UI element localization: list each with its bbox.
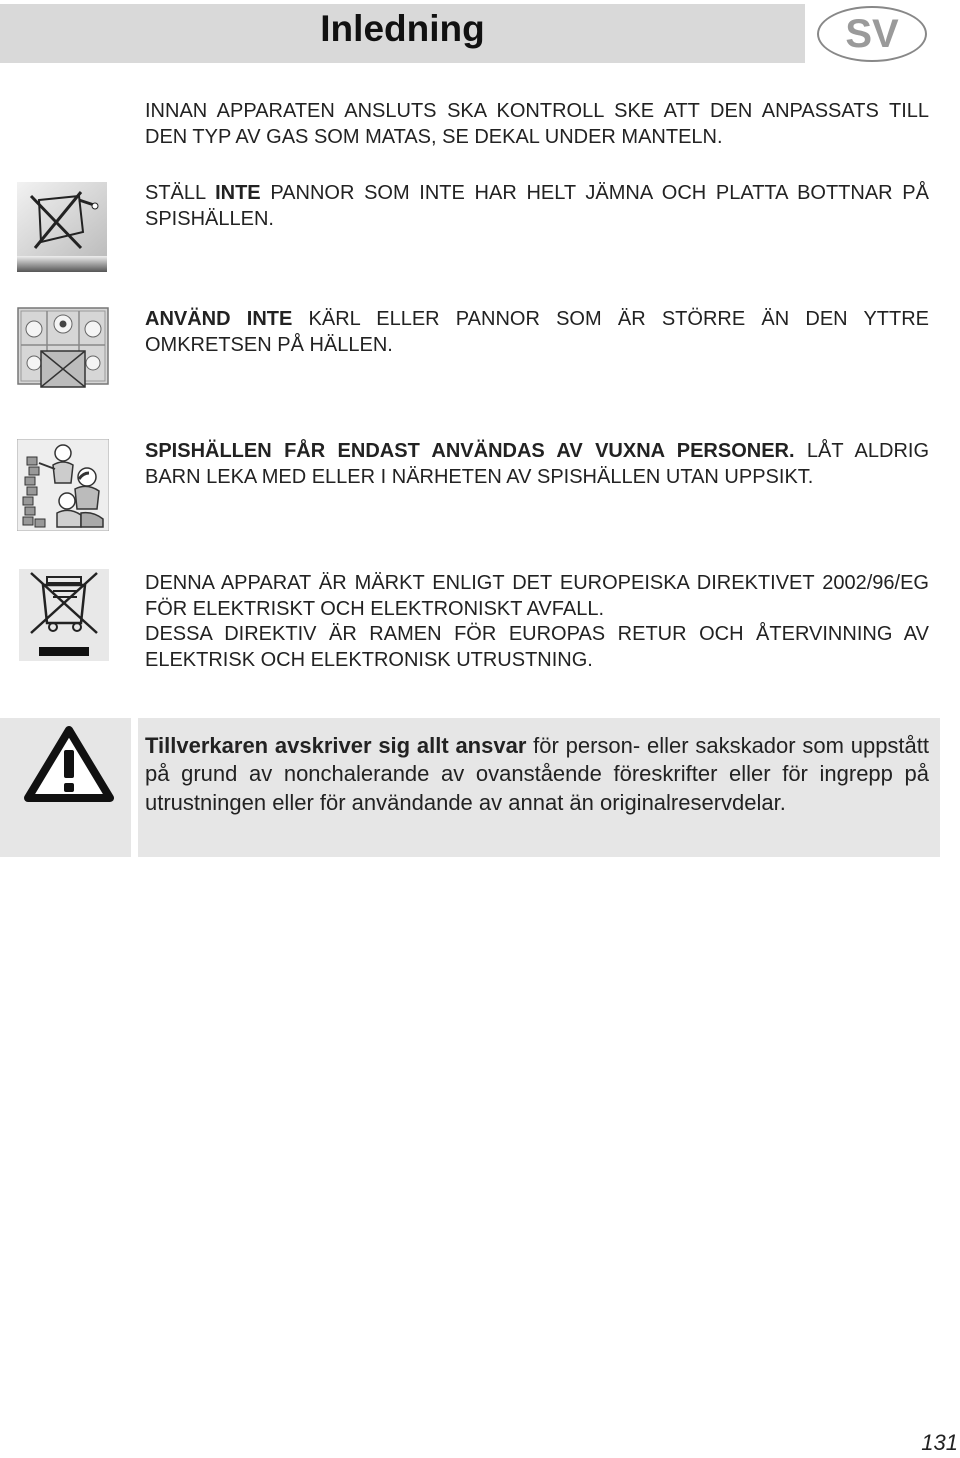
language-badge: SV bbox=[817, 6, 927, 62]
uneven-pan-rest: PANNOR SOM INTE HAR HELT JÄMNA OCH PLATTA BOTTNAR PÅ SPISHÄLLEN. bbox=[145, 182, 929, 230]
children-notice bbox=[145, 439, 929, 490]
children-rest: LÅT ALDRIG BARN LEKA MED ELLER I NÄRHETEN AV SPISHÄLLEN UTAN UPPSIKT. bbox=[145, 440, 929, 488]
gas-connection-notice bbox=[145, 99, 929, 150]
oversized-pan-notice bbox=[145, 307, 929, 358]
weee-line-2: DESSA DIREKTIV ÄR RAMEN FÖR EUROPAS RETUR OCH ÅTERVINNING AV ELEKTRISK OCH ELEKTRONISK UTRUSTNING. bbox=[145, 623, 929, 671]
page-title: Inledning bbox=[320, 8, 485, 49]
weee-crossed-bin-icon bbox=[19, 569, 109, 661]
uneven-pan-notice bbox=[145, 181, 929, 232]
children-bold: SPISHÄLLEN FÅR ENDAST ANVÄNDAS AV VUXNA PERSONER. bbox=[145, 440, 795, 462]
warning-rest: för person- eller sakskador som uppstått på grund av nonchalerande av ovanstående föreskrifter eller för ingrepp på utrustningen eller för användande av annat än originalreservdelar. bbox=[145, 733, 929, 815]
warning-text bbox=[145, 732, 929, 817]
weee-notice bbox=[145, 571, 929, 673]
gas-connection-text: INNAN APPARATEN ANSLUTS SKA KONTROLL SKE ATT DEN ANPASSATS TILL DEN TYP AV GAS SOM MATAS, SE DEKAL UNDER MANTELN. bbox=[145, 100, 929, 148]
oversized-pan-bold: ANVÄND INTE bbox=[145, 308, 293, 330]
weee-line-1: DENNA APPARAT ÄR MÄRKT ENLIGT DET EUROPEISKA DIREKTIVET 2002/96/EG FÖR ELEKTRISKT OCH ELEKTRONISKT AVFALL. bbox=[145, 572, 929, 620]
children-supervision-icon bbox=[17, 439, 109, 531]
uneven-pan-bold: INTE bbox=[215, 182, 261, 204]
warning-bold: Tillverkaren avskriver sig allt ansvar bbox=[145, 733, 527, 758]
oversized-pan-hob-icon bbox=[17, 307, 109, 389]
warning-triangle-icon bbox=[24, 724, 114, 804]
uneven-pan-prefix: STÄLL bbox=[145, 182, 216, 204]
oversized-pan-rest: KÄRL ELLER PANNOR SOM ÄR STÖRRE ÄN DEN YTTRE OMKRETSEN PÅ HÄLLEN. bbox=[145, 308, 929, 356]
uneven-pan-prohibited-icon bbox=[17, 182, 107, 272]
page-number: 131 bbox=[921, 1430, 958, 1455]
